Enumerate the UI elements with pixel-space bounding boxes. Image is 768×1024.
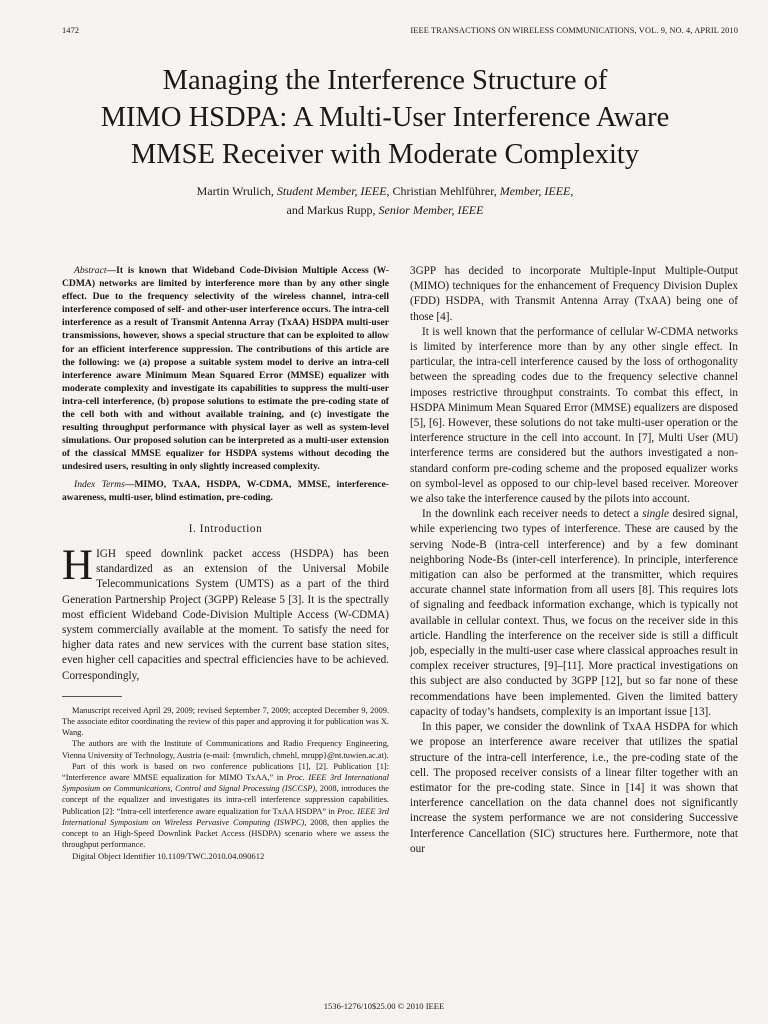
title-line-3: MMSE Receiver with Moderate Complexity <box>130 139 640 170</box>
footnotes <box>62 705 389 863</box>
intro-paragraph <box>62 541 389 684</box>
body-paragraph-1: 3GPP has decided to incorporate Multiple-Input Multiple-Output (MIMO) techniques for the enhancement of Frequency Division Duplex (FDD) HSDPA, with Transmit Antenna Array (TxAA) being one of those [4]. <box>410 265 738 323</box>
copyright-footer: 1536-1276/10$25.00 © 2010 IEEE <box>323 1001 445 1011</box>
section-heading-introduction: I. Introduction <box>188 522 263 535</box>
paper-title <box>40 62 730 173</box>
title-line-2: MIMO HSDPA: A Multi-User Interference Aware <box>100 102 670 133</box>
author-2-role: Member, IEEE <box>499 184 571 198</box>
abstract-label: Abstract <box>74 265 107 276</box>
footnote-conference <box>62 761 389 851</box>
author-3-name: and Markus Rupp, <box>286 203 379 217</box>
index-terms <box>62 478 389 504</box>
author-2-name: , Christian Mehlführer, <box>386 184 500 198</box>
body-paragraph-4: In this paper, we consider the downlink of TxAA HSDPA for which we propose an interference aware receiver that utilizes the spatial structure of the intra-cell interference, i.e., the pre-coding state of the cell. The proposed receiver consists of a linear filter together with an estimator for the pre-coding state. Since in [14] it was shown that interference cancellation on the data channel does not significantly increase the system performance we are not considering Successive Interference Cancellation (SIC) structures here. Furthermore, note that our <box>410 721 738 855</box>
doi: Digital Object Identifier 10.1109/TWC.2010.04.090612 <box>72 851 265 862</box>
footnote-conference-part: , 2008, then applies the concept to an High-Speed Downlink Packet Access (HSDPA) scenario where we assess the throughput performance. <box>62 817 389 850</box>
index-terms-text: —MIMO, TxAA, HSDPA, W-CDMA, MMSE, interference-awareness, multi-user, blind estimation, pre-coding. <box>62 478 389 503</box>
footnote-affiliation: The authors are with the Institute of Communications and Radio Frequency Engineering, Vienna University of Technology, Austria (e-mail: {mwrulich, chmehl, mrupp}@nt.tuwien.ac.at). <box>62 739 389 760</box>
footnote-conference-part: , 2008, introduces the concept of the equalizer and investigates its intra-cell interference suppression capabilities. Publication [2]: “Intra-cell interference aware equalization for TxAA HSDPA” in <box>62 784 389 816</box>
author-list <box>40 182 730 220</box>
drop-cap: H <box>62 541 94 589</box>
body-paragraph-3 <box>410 507 738 720</box>
footnote-divider <box>62 696 122 697</box>
right-column <box>410 264 738 857</box>
body-paragraph-3-part: desired signal, while experiencing two types of interference. These are caused by the serving Node-B (intra-cell interference) and by a few dominant neighboring Node-Bs (inter-cell interference). In principle, interference mitigation can also be performed at the transmitter, which requires accurate channel state information from all users [8]. This requires lots of signaling and feedback information exchange, which is typically not available in cellular context. Thus, we focus on the receiver side in this article. Handling the interference on the receiver side is still a difficult job, especially in the multi-user case where classical approaches result in complex receiver structures, [9]–[11]. More practical investigations on this subject are also conducted by 3GPP [12], but so far none of these recommendations have been implemented. Given the limited battery capacity of today’s handsets, complexity is an important issue [13]. <box>410 508 739 718</box>
title-line-1: Managing the Interference Structure of <box>162 65 608 96</box>
intro-paragraph-text: IGH speed downlink packet access (HSDPA) has been standardized as an extension of the Universal Mobile Telecommunications System (UMTS) as a part of the third Generation Partnership Project (3GPP) Release 5 [3]. It is the spectrally most efficient Wideband Code-Division Multiple Access (W-CDMA) system commercially available at the moment. To satisfy the need for higher data rates and new services with the current base station sites, even higher cell capacities and spectral efficiencies have to be achieved. Correspondingly, <box>62 547 389 682</box>
author-1-name: Martin Wrulich, <box>196 184 277 198</box>
author-1-role: Student Member, IEEE <box>276 184 387 198</box>
body-paragraph-3-part: In the downlink each receiver needs to detect a <box>422 508 643 521</box>
abstract <box>62 264 389 474</box>
page-number: 1472 <box>62 26 80 35</box>
footnote-conference-venue-1: Proc. IEEE 3rd International Symposium on Communications, Control and Signal Processing (ISCCSP) <box>62 772 389 794</box>
left-column <box>62 264 389 863</box>
footnote-conference-part: Part of this work is based on two conference publications [1], [2]. Publication [1]: “Interference aware MMSE equalization for MIMO TxAA,” in <box>62 761 389 782</box>
journal-reference: IEEE TRANSACTIONS ON WIRELESS COMMUNICATIONS, VOL. 9, NO. 4, APRIL 2010 <box>410 26 738 35</box>
author-2-tail: , <box>570 184 574 198</box>
body-paragraph-3-emphasis: single <box>642 508 669 521</box>
body-paragraph-2: It is well known that the performance of cellular W-CDMA networks is limited by interference more than by any other single effect. In particular, the intra-cell interference caused by the loss of orthogonality between the spreading codes due to the frequency selective channel imposes restrictive throughput constraints. To combat this effect, in HSDPA Minimum Mean Squared Error (MMSE) equalizers are disposed [5], [6]. However, these solutions do not take multi-user operation or the interference structure in the cell into account. In [7], Multi User (MU) interference terms are considered but the authors investigated a non-standard conform pre-coding scheme and the proposed equalizer works on symbol-level as opposed to our chip-level based receiver. Moreover we also take the interference caused by the pilots into account. <box>410 325 738 506</box>
running-header <box>62 26 738 38</box>
author-3-role: Senior Member, IEEE <box>378 203 484 217</box>
index-terms-label: Index Terms <box>74 478 125 490</box>
footnote-manuscript: Manuscript received April 29, 2009; revised September 7, 2009; accepted December 9, 2009. The associate editor coordinating the review of this paper and approving it for publication was X. Wang. <box>62 705 389 738</box>
abstract-text: —It is known that Wideband Code-Division Multiple Access (W-CDMA) networks are limited by interference more than by any other single effect. Due to the frequency selectivity of the wireless channel, intra-cell interference composed of self- and other-user interference occurs. The intra-cell interference as a result of Transmit Antenna Array (TxAA) HSDPA multi-user transmissions, however, shows a special structure that can be exploited to allow for an efficient interference suppression. The contributions of this article are the following: we (a) propose a suitable system model to derive an intra-cell interference aware Minimum Mean Squared Error (MMSE) equalizer with moderate complexity and investigate its capabilities to suppress the multi-user intra-cell interference, (b) propose solutions to estimate the pre-coding state of the cell both with and without available training, and (c) investigate the resulting throughput performance with physical layer as well as system-level simulations. Our proposed solution can be interpreted as a multi-user extension of the classical MMSE equalizer for HSDPA systems without decoding the undesired users, resulting in only slightly increased complexity. <box>62 265 389 473</box>
footnote-conference-venue-2: Proc. IEEE 3rd International Symposium on Wireless Pervasive Computing (ISWPC) <box>62 806 389 827</box>
